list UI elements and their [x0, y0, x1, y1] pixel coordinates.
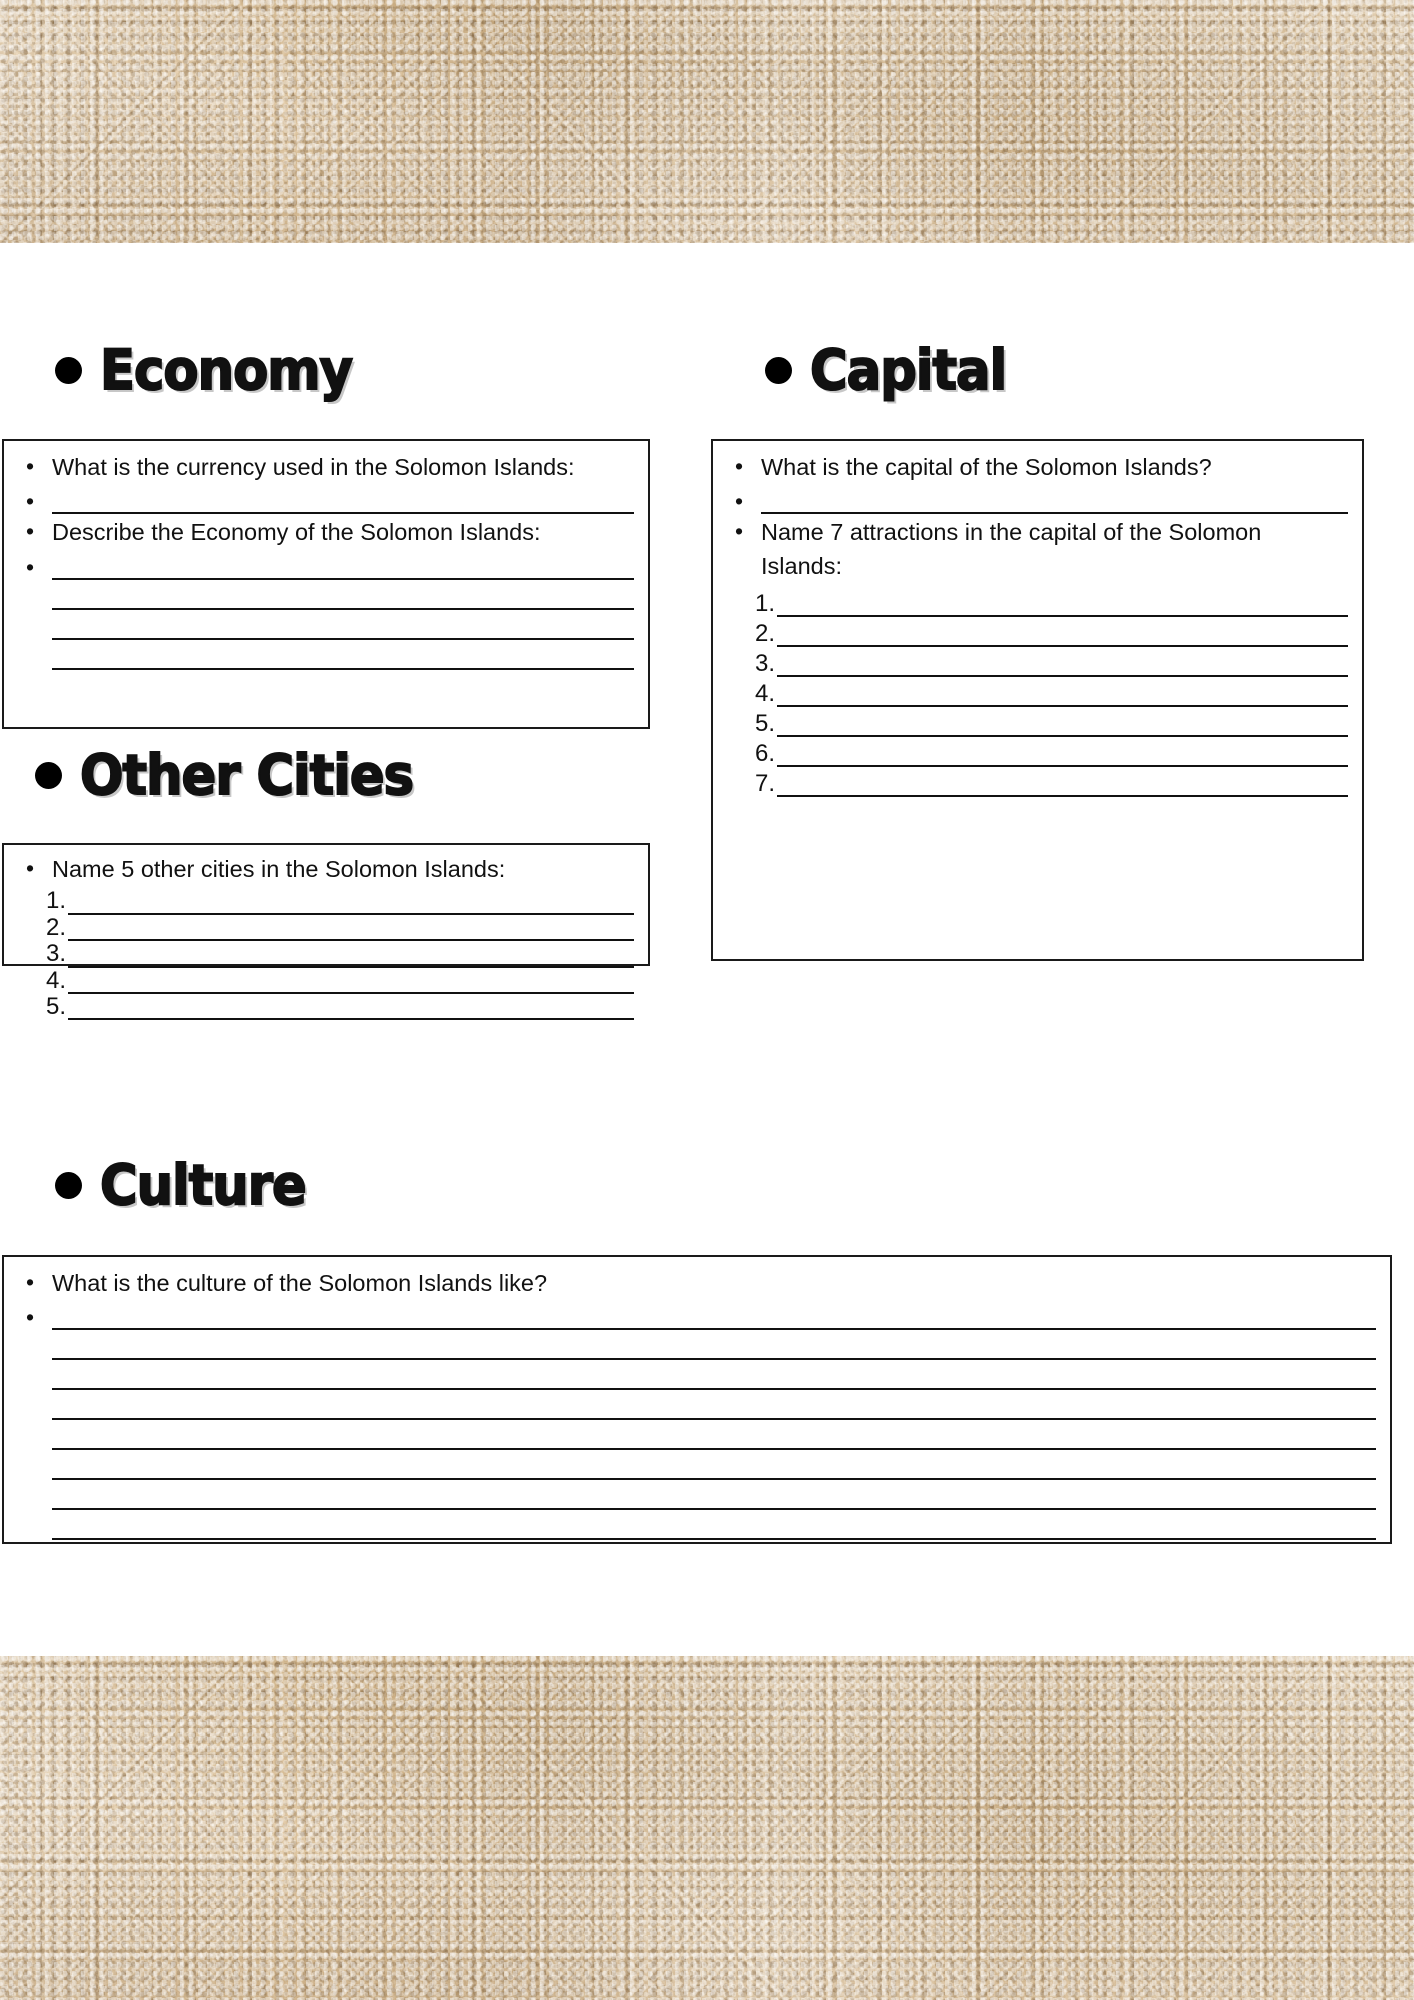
write-in-rule[interactable]: [777, 677, 1348, 707]
write-in-rule[interactable]: [52, 1330, 1376, 1360]
economy-question-list: [16, 451, 634, 670]
write-in-rule[interactable]: [777, 737, 1348, 767]
bottom-sand-texture-banner: [0, 1656, 1414, 2000]
write-in-rule[interactable]: [52, 1390, 1376, 1420]
capital-attractions-list: [725, 587, 1348, 797]
other-cities-list: [16, 888, 634, 1020]
write-in-rule[interactable]: [52, 552, 634, 580]
culture-answer-box[interactable]: [2, 1255, 1392, 1544]
write-in-rule[interactable]: [777, 587, 1348, 617]
list-item[interactable]: [16, 941, 634, 967]
write-in-rule[interactable]: [777, 647, 1348, 677]
capital-question-1: • What is the capital of the Solomon Islands?: [725, 451, 1348, 484]
other-cities-answer-box[interactable]: [2, 843, 650, 966]
list-item[interactable]: [725, 647, 1348, 677]
list-item[interactable]: [725, 677, 1348, 707]
write-in-rule[interactable]: [52, 610, 634, 640]
write-in-rule[interactable]: [777, 707, 1348, 737]
culture-question-list: [16, 1267, 1376, 1540]
write-in-rule[interactable]: [68, 968, 634, 994]
capital-answer-line-1[interactable]: [725, 486, 1348, 514]
economy-title: Economy: [100, 338, 353, 402]
write-in-rule[interactable]: [52, 486, 634, 514]
list-item[interactable]: [725, 707, 1348, 737]
write-in-rule[interactable]: [68, 942, 634, 968]
write-in-rule[interactable]: [52, 1450, 1376, 1480]
list-item[interactable]: [16, 888, 634, 914]
write-in-rule[interactable]: [68, 994, 634, 1020]
filled-circle-bullet-icon: [765, 357, 792, 384]
write-in-rule[interactable]: [777, 617, 1348, 647]
culture-title: Culture: [100, 1153, 306, 1217]
section-heading-other-cities: [35, 743, 438, 807]
list-item[interactable]: [16, 968, 634, 994]
write-in-rule[interactable]: [777, 767, 1348, 797]
culture-question-1: • What is the culture of the Solomon Islands like?: [16, 1267, 1376, 1300]
section-heading-economy: [55, 338, 371, 402]
capital-answer-box[interactable]: [711, 439, 1364, 961]
list-item[interactable]: [725, 617, 1348, 647]
list-item[interactable]: [16, 915, 634, 941]
write-in-rule[interactable]: [52, 1302, 1376, 1330]
filled-circle-bullet-icon: [55, 1172, 82, 1199]
economy-question-1: • What is the currency used in the Solomon Islands:: [16, 451, 634, 484]
economy-answer-box[interactable]: [2, 439, 650, 729]
culture-answer-lines[interactable]: [16, 1302, 1376, 1540]
worksheet-page: [0, 243, 1414, 1656]
write-in-rule[interactable]: [52, 1510, 1376, 1540]
list-item[interactable]: [725, 737, 1348, 767]
write-in-rule[interactable]: [68, 915, 634, 941]
filled-circle-bullet-icon: [35, 762, 62, 789]
list-item[interactable]: [725, 767, 1348, 797]
write-in-rule[interactable]: [761, 486, 1348, 514]
section-heading-culture: [55, 1153, 321, 1217]
filled-circle-bullet-icon: [55, 357, 82, 384]
write-in-rule[interactable]: [52, 580, 634, 610]
other-cities-question-1: • Name 5 other cities in the Solomon Islands:: [16, 853, 634, 886]
economy-answer-line-1[interactable]: [16, 486, 634, 514]
other-cities-question-list: [16, 853, 634, 886]
capital-title: Capital: [810, 338, 1007, 402]
write-in-rule[interactable]: [52, 640, 634, 670]
list-item[interactable]: [16, 994, 634, 1020]
write-in-rule[interactable]: [52, 1360, 1376, 1390]
write-in-rule[interactable]: [68, 889, 634, 915]
write-in-rule[interactable]: [52, 1420, 1376, 1450]
capital-question-2: • Name 7 attractions in the capital of the Solomon Islands:: [725, 516, 1348, 583]
capital-question-list: [725, 451, 1348, 583]
economy-answer-lines-2[interactable]: [16, 552, 634, 670]
list-item[interactable]: [725, 587, 1348, 617]
top-sand-texture-banner: [0, 0, 1414, 243]
write-in-rule[interactable]: [52, 1480, 1376, 1510]
other-cities-title: Other Cities: [80, 743, 414, 807]
economy-question-2: • Describe the Economy of the Solomon Islands:: [16, 516, 634, 549]
section-heading-capital: [765, 338, 1021, 402]
